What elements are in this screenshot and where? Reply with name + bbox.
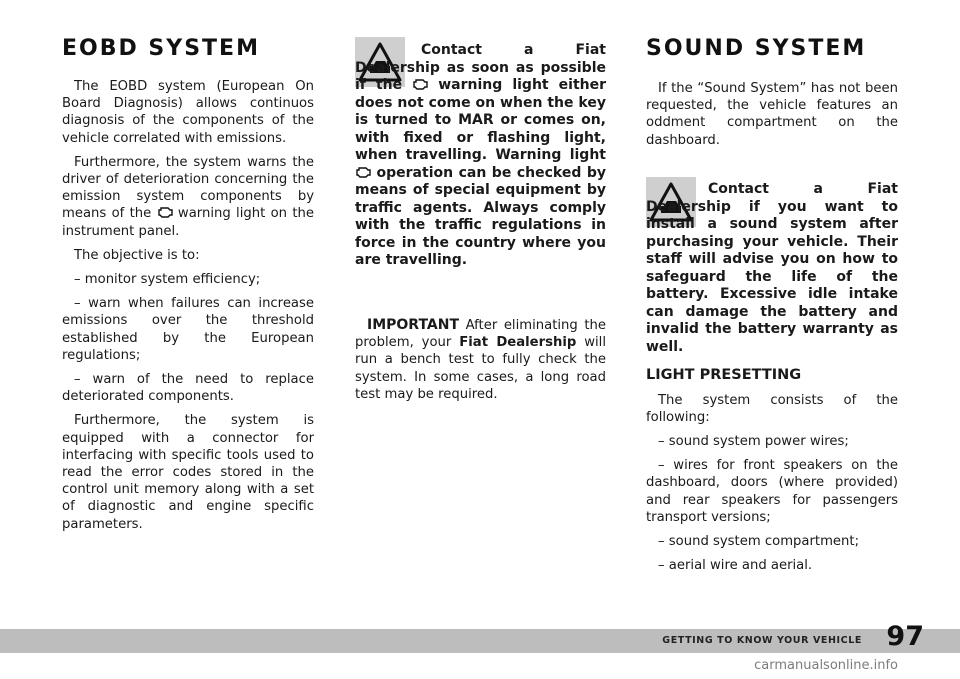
eobd-warning-paragraph: Furthermore, the system warns the driver of deterioration concerning the emission system components by means of the warning light on the instrument panel. <box>62 154 314 239</box>
presetting-bullet-2: – wires for front speakers on the dashboard, doors (where provided) and rear speakers for passengers transport versions; <box>646 458 898 525</box>
presetting-bullet-3: – sound system compartment; <box>658 533 860 549</box>
presetting-bullet-4: – aerial wire and aerial. <box>658 558 813 574</box>
eobd-objective: The objective is to: <box>74 247 200 263</box>
important-paragraph: IMPORTANT After eliminating the problem, your Fiat Dealership will run a bench test to fully check the system. In some cases, a long road test may be required. <box>355 317 607 402</box>
sound-intro: If the “Sound System” has not been requested, the vehicle features an oddment compartment on the dashboard. <box>646 81 898 148</box>
engine-mil-icon <box>157 206 173 218</box>
eobd-title: EOBD SYSTEM <box>62 36 260 61</box>
engine-mil-icon <box>355 166 371 178</box>
eobd-bullet-2: – warn when failures can increase emissions over the threshold established by the European regulations; <box>62 296 314 363</box>
sound-warning-block <box>646 181 898 356</box>
engine-mil-icon <box>412 78 428 90</box>
eobd-column <box>62 78 314 533</box>
presetting-bullet-1: – sound system power wires; <box>658 433 849 449</box>
page-number: 97 <box>886 621 924 652</box>
light-presetting-intro: The system consists of the following: <box>646 392 898 425</box>
light-presetting-block <box>646 367 898 574</box>
footer-section-title: GETTING TO KNOW YOUR VEHICLE <box>662 635 862 646</box>
eobd-intro: The EOBD system (European On Board Diagnosis) allows continuos diagnosis of the components of the vehicle correlated with emissions. <box>62 79 314 146</box>
mil-warning-block <box>355 42 606 270</box>
sound-system-title: SOUND SYSTEM <box>646 36 867 61</box>
eobd-bullet-1: – monitor system efficiency; <box>74 272 261 288</box>
sound-intro-block <box>646 80 898 149</box>
important-block <box>355 317 606 403</box>
eobd-connector-paragraph: Furthermore, the system is equipped with a connector for interfacing with specific tools used to read the error codes stored in the control unit memory along with a set of diagnostic and engine specific parameters. <box>62 413 314 532</box>
fiat-dealership-text: Fiat Dealership <box>459 335 577 351</box>
important-label: IMPORTANT <box>367 317 460 333</box>
mil-warning-text: Contact a Fiat Dealership as soon as possible if the warning light either does not come on when the key is turned to MAR or comes on, with fixed or flashing light, when travelling. Warning light operation can be checked by means of special equipment by traffic agents. Always comply with the traffic regulations in force in the country where you are travelling. <box>355 42 607 268</box>
light-presetting-title: LIGHT PRESETTING <box>646 367 802 383</box>
eobd-bullet-3: – warn of the need to replace deteriorated components. <box>62 372 314 405</box>
sound-warning-text: Contact a Fiat Dealership if you want to install a sound system after purchasing your vehicle. Their staff will advise you on how to safeguard the life of the battery. Excessive idle intake can damage the battery and invalid the battery warranty as well. <box>646 181 898 355</box>
watermark[interactable]: carmanualsonline.info <box>754 658 898 673</box>
